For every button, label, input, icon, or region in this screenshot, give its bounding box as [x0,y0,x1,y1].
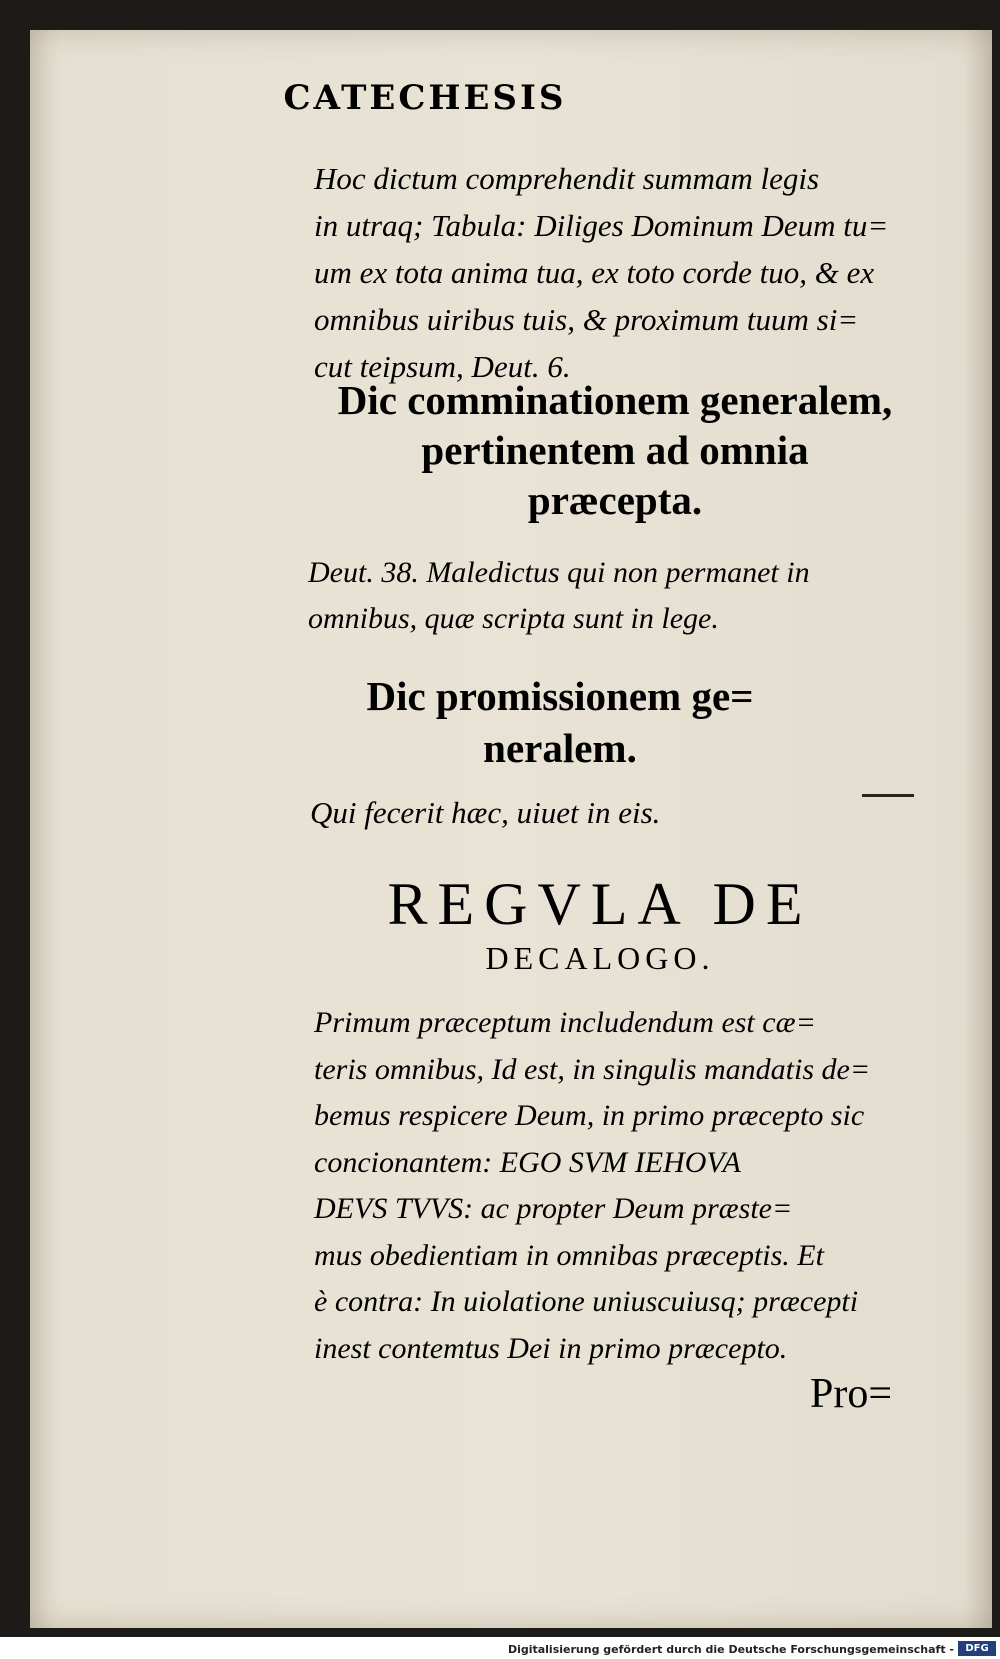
text-line: omnibus, quæ scripta sunt in lege. [308,602,719,635]
paragraph-promissio [310,790,810,836]
text-line: Primum præceptum includendum est cæ= [314,1006,816,1039]
text-line: teris omnibus, Id est, in singulis mandatis de= [314,1052,871,1086]
section-title: REGVLA DE [387,871,813,937]
text-line: omnibus uiribus tuis, & proximum tuum si= [314,302,859,337]
text-line: Hoc dictum comprehendit summam legis [314,161,820,196]
text-line: concionantem: EGO SVM IEHOVA [314,1145,741,1179]
footer-bar [0,1637,1000,1659]
text-line: in utraq; Tabula: Diliges Dominum Deum tu= [314,208,889,243]
heading-comminatio [250,375,980,525]
text-line: mus obedientiam in omnibas præceptis. Et [314,1238,824,1272]
paragraph-regula [266,1000,966,1372]
heading-line: Dic comminationem generalem, [337,377,893,423]
running-head: CATECHESIS [283,78,567,118]
rule-mark [862,794,914,797]
section-subtitle: DECALOGO. [485,940,715,976]
heading-line: pertinentem ad omnia [421,427,809,473]
heading-line: neralem. [483,725,637,771]
text-line: inest contemtus Dei in primo præcepto. [314,1331,788,1365]
dfg-logo-icon: DFG [958,1641,996,1656]
catchword: Pro= [810,1371,893,1417]
paragraph-summa-legis [266,155,966,390]
text-line: cut teipsum, Deut. 6. [314,349,571,384]
heading-promissio [280,670,840,774]
footer-credit: Digitalisierung gefördert durch die Deutsche Forschungsgemeinschaft - [507,1643,954,1656]
paragraph-maledictus [266,550,966,642]
book-page [30,30,992,1628]
text-line: DEVS TVVS: ac propter Deum præste= [314,1192,793,1225]
heading-line: præcepta. [527,477,703,523]
text-line: è contra: In uiolatione uniuscuiusq; præcepti [314,1285,859,1318]
heading-line: Dic promissionem ge= [366,673,754,719]
text-line: Qui fecerit hæc, uiuet in eis. [310,795,661,830]
text-line: bemus respicere Deum, in primo præcepto sic [314,1099,865,1132]
text-line: Deut. 38. Maledictus qui non permanet in [308,556,810,589]
text-line: um ex tota anima tua, ex toto corde tuo, & ex [314,255,875,290]
